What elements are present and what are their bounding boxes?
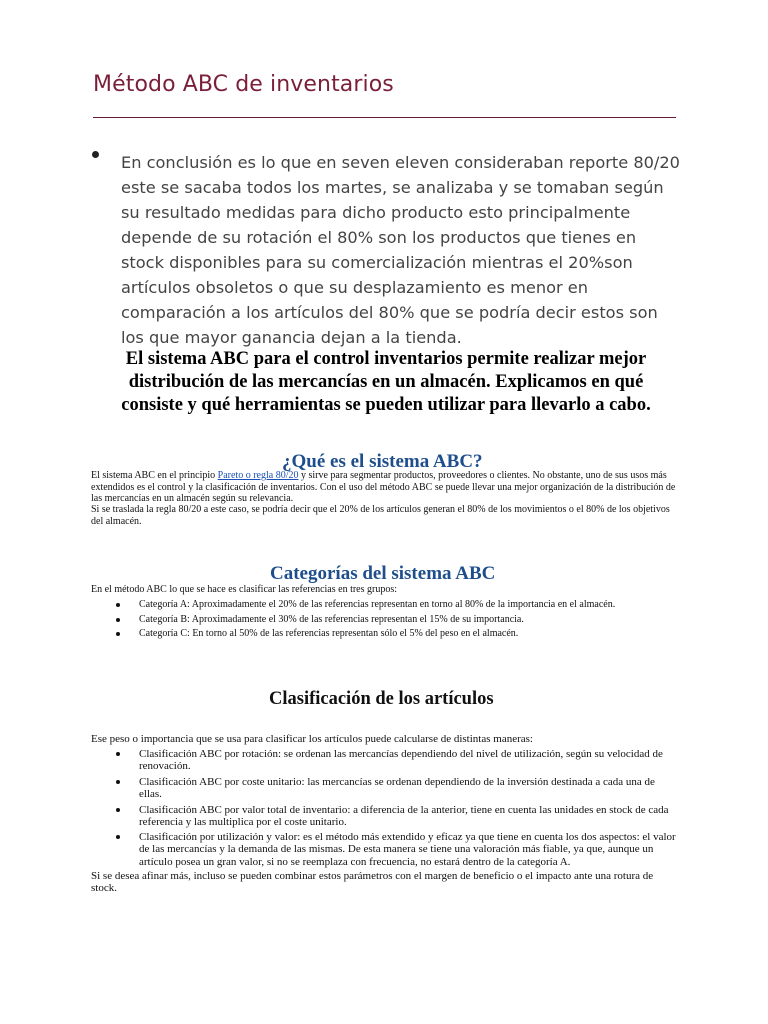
bullet-icon	[116, 632, 120, 636]
bullet-icon	[116, 780, 120, 784]
bullet-icon	[116, 603, 120, 607]
bullet-icon	[92, 151, 99, 158]
heading-categorias: Categorías del sistema ABC	[270, 563, 496, 584]
list-item-text: Clasificación por utilización y valor: es el método más extendido y eficaz ya que tiene en cuenta los dos aspectos: el valor de las mercancías y la demanda de las mismas. De esta manera se tiene una valoración más fiable, ya que, aunque un artículo posea un gran valor, si no se reemplaza con frecuencia, no estará dentro de la categoría A.	[139, 831, 676, 868]
list-item-text: Categoría A: Aproximadamente el 20% de las referencias representan en torno al 80% de la importancia en el almacén.	[139, 599, 616, 610]
bullet-icon	[116, 618, 120, 622]
list-item-text: Categoría C: En torno al 50% de las referencias representan sólo el 5% del peso en el almacén.	[139, 628, 519, 639]
pareto-link[interactable]: Pareto o regla 80/20	[217, 470, 299, 481]
categorias-intro: En el método ABC lo que se hace es clasificar las referencias en tres grupos:	[91, 584, 398, 595]
document-title: Método ABC de inventarios	[93, 72, 394, 97]
que-es-paragraph-1	[91, 470, 677, 505]
heading-que-es: ¿Qué es el sistema ABC?	[282, 451, 483, 472]
lead-paragraph: El sistema ABC para el control inventarios permite realizar mejor distribución de las mercancías en un almacén. Explicamos en qué consiste y qué herramientas se pueden utilizar para llevarlo a cabo.	[121, 349, 651, 415]
list-item-text: Clasificación ABC por coste unitario: las mercancías se ordenan dependiendo de la inversión destinada a cada una de ellas.	[139, 776, 655, 801]
que-es-text-after: y sirve para segmentar productos, proveedores o clientes. No obstante, uno de sus usos más extendidos es el control y la clasificación de inventarios. Con el uso del método ABC se puede llevar una mejor organización de la distribución de las mercancías en un almacén según su relevancia.	[91, 470, 676, 504]
list-item	[116, 776, 681, 801]
bullet-icon	[116, 835, 120, 839]
que-es-text-before: El sistema ABC en el principio	[91, 470, 218, 481]
clasificacion-intro: Ese peso o importancia que se usa para clasificar los artículos puede calcularse de distintas maneras:	[91, 733, 533, 745]
heading-clasificacion: Clasificación de los artículos	[269, 689, 494, 709]
list-item	[116, 748, 681, 773]
list-item	[116, 831, 681, 868]
list-item	[116, 614, 736, 626]
bullet-icon	[116, 752, 120, 756]
intro-paragraph: En conclusión es lo que en seven eleven consideraban reporte 80/20 este se sacaba todos los martes, se analizaba y se tomaban según su resultado medidas para dicho producto esto principalmente depende de su rotación el 80% son los productos que tienes en stock disponibles para su comercialización mientras el 20%son artículos obsoletos o que su desplazamiento es menor en comparación a los artículos del 80% que se podría decir estos son los que mayor ganancia dejan a la tienda.	[121, 153, 680, 347]
title-divider	[93, 117, 676, 118]
list-item	[116, 599, 736, 611]
que-es-paragraph-2: Si se traslada la regla 80/20 a este caso, se podría decir que el 20% de los artículos generan el 80% de los movimientos o el 80% de los objetivos del almacén.	[91, 504, 670, 527]
bullet-icon	[116, 808, 120, 812]
list-item-text: Categoría B: Aproximadamente el 30% de las referencias representan el 15% de su importancia.	[139, 614, 524, 625]
list-item	[116, 628, 736, 640]
list-item-text: Clasificación ABC por valor total de inventario: a diferencia de la anterior, tiene en cuenta las unidades en stock de cada referencia y las multiplica por el coste unitario.	[139, 804, 669, 829]
clasificacion-closing: Si se desea afinar más, incluso se pueden combinar estos parámetros con el margen de beneficio o el impacto ante una rotura de stock.	[91, 870, 654, 895]
list-item	[116, 804, 681, 829]
list-item-text: Clasificación ABC por rotación: se ordenan las mercancías dependiendo del nivel de utilización, según su velocidad de renovación.	[139, 748, 663, 773]
